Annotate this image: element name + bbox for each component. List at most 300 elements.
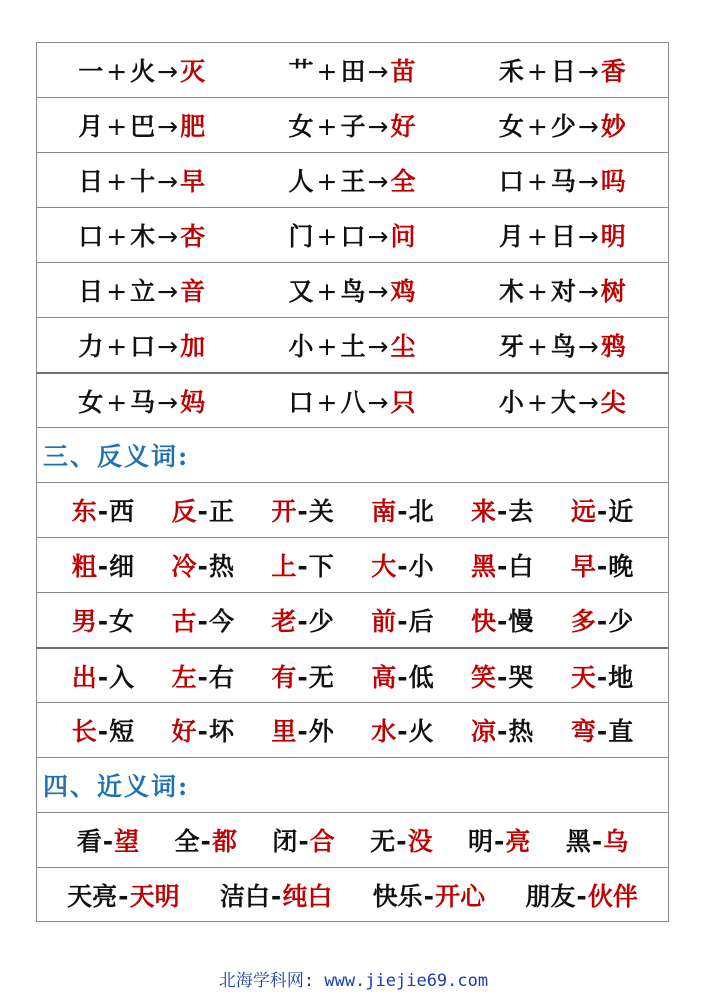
arrow-icon: → [157,57,180,86]
dash-separator: - [397,662,408,692]
antonym-first: 出 [71,662,97,692]
synonym-first: 洁白 [219,881,270,911]
antonym-pair [172,547,234,583]
component-left: 门 [288,222,315,251]
component-right: 马 [550,167,577,196]
antonym-first: 好 [171,717,197,746]
dash-separator: - [297,607,308,636]
formula-cell [458,383,668,419]
antonym-first: 古 [171,607,197,636]
antonym-second: 热 [208,552,234,581]
formula-row [36,317,669,372]
component-left: 口 [288,387,315,417]
dash-separator: - [97,717,109,746]
antonym-first: 凉 [471,717,497,746]
dash-separator: - [497,717,508,746]
dash-separator: - [200,827,211,856]
component-left: 牙 [498,332,525,361]
component-right: 田 [340,57,367,86]
antonym-second: 短 [109,717,135,746]
synonym-pair [272,822,334,858]
dash-separator: - [97,552,109,581]
component-right: 马 [130,387,157,417]
result-character: 吗 [600,167,627,196]
antonym-pair [72,658,134,694]
dash-separator: - [596,497,608,526]
dash-separator: - [494,827,505,856]
antonym-second: 细 [109,552,135,581]
antonym-first: 有 [271,662,297,692]
formula-cell [247,272,457,308]
dash-separator: - [270,881,282,911]
result-character: 早 [180,167,207,196]
plus-sign: + [316,57,339,86]
formula-cell [247,107,457,143]
plus-sign: + [106,222,129,251]
antonym-second: 无 [308,662,334,692]
synonym-second: 开心 [435,881,486,911]
antonym-second: 后 [408,607,434,636]
plus-sign: + [526,387,549,417]
antonym-pair [471,602,533,638]
dash-separator: - [497,662,508,692]
antonym-first: 左 [171,662,197,692]
dash-separator: - [102,827,114,856]
antonym-pair [371,547,433,583]
dash-separator: - [197,552,208,581]
antonym-row [36,537,669,592]
antonym-first: 男 [71,607,97,636]
dash-separator: - [97,662,109,692]
synonym-first: 天亮 [67,881,118,911]
antonym-pair [571,712,633,748]
antonym-pair [172,712,234,748]
dash-separator: - [297,662,308,692]
component-left: 日 [78,277,105,306]
section-heading-synonyms [36,757,669,812]
antonym-second: 北 [408,497,434,526]
dash-separator: - [497,552,508,581]
antonym-second: 低 [408,662,434,692]
antonym-pair [271,658,333,694]
formula-cell [458,327,668,363]
component-right: 口 [130,332,157,361]
formula-cell [37,107,247,143]
formula-cell [247,52,457,88]
synonym-second: 乌 [603,827,629,856]
formula-cell [458,272,668,308]
formula-cell [247,162,457,198]
antonym-pair [571,658,633,694]
antonym-second: 少 [608,607,634,636]
component-left: 艹 [288,57,315,86]
component-left: 人 [288,167,315,196]
antonym-second: 热 [508,717,534,746]
arrow-icon: → [367,332,390,361]
component-left: 女 [288,112,315,141]
antonym-pair [271,492,333,528]
formula-row [36,42,669,97]
synonym-row [36,867,669,922]
synonym-pair [175,822,237,858]
antonym-first: 笑 [471,662,497,692]
formula-cell [37,383,247,419]
component-right: 日 [550,57,577,86]
antonym-first: 快 [471,607,497,636]
dash-separator: - [591,827,603,856]
antonym-first: 天 [570,662,596,692]
plus-sign: + [526,332,549,361]
antonym-second: 地 [608,662,634,692]
plus-sign: + [316,277,339,306]
antonym-pair [172,492,234,528]
antonym-first: 远 [570,497,596,526]
component-right: 少 [550,112,577,141]
component-right: 土 [340,332,367,361]
formula-cell [458,52,668,88]
antonym-pair [471,712,533,748]
formula-cell [37,327,247,363]
antonym-first: 上 [271,552,297,581]
synonym-second: 天明 [129,881,180,911]
antonym-first: 弯 [570,717,596,746]
formula-cell [247,327,457,363]
synonym-pair [77,822,139,858]
antonym-second: 西 [109,497,135,526]
component-left: 小 [288,332,315,361]
synonym-second: 合 [309,827,335,856]
antonym-pair [72,712,134,748]
synonym-first: 快乐 [372,881,423,911]
antonym-first: 多 [570,607,596,636]
arrow-icon: → [367,222,390,251]
dash-separator: - [423,881,435,911]
formula-cell [247,217,457,253]
antonym-pair [571,602,633,638]
antonym-pair [571,547,633,583]
result-character: 全 [390,167,417,196]
antonym-second: 入 [109,662,135,692]
formula-cell [37,52,247,88]
antonym-pair [271,547,333,583]
plus-sign: + [106,112,129,141]
component-left: 一 [78,57,105,86]
component-right: 鸟 [340,277,367,306]
antonym-second: 女 [109,607,135,636]
component-right: 立 [130,277,157,306]
antonym-second: 关 [308,497,334,526]
dash-separator: - [596,662,608,692]
arrow-icon: → [577,112,600,141]
result-character: 鸡 [390,277,417,306]
plus-sign: + [526,222,549,251]
dash-separator: - [97,497,109,526]
synonym-second: 亮 [505,827,531,856]
component-left: 口 [78,222,105,251]
dash-separator: - [397,552,408,581]
formula-row [36,152,669,207]
antonym-pair [271,712,333,748]
arrow-icon: → [157,167,180,196]
antonym-row [36,592,669,647]
component-left: 力 [78,332,105,361]
antonym-second: 下 [308,552,334,581]
component-right: 十 [130,167,157,196]
antonym-pair [172,602,234,638]
antonym-second: 今 [208,607,234,636]
antonym-first: 老 [271,607,297,636]
arrow-icon: → [367,167,390,196]
antonym-second: 晚 [608,552,634,581]
section-title: 四、近义词: [43,772,190,801]
component-left: 小 [498,387,525,417]
antonym-pair [471,658,533,694]
arrow-icon: → [157,332,180,361]
arrow-icon: → [157,112,180,141]
dash-separator: - [596,607,608,636]
component-left: 木 [498,277,525,306]
dash-separator: - [497,607,508,636]
result-character: 加 [180,332,207,361]
component-left: 日 [78,167,105,196]
result-character: 树 [600,277,627,306]
component-right: 口 [340,222,367,251]
result-character: 明 [600,222,627,251]
formula-cell [458,162,668,198]
component-right: 大 [550,387,577,417]
antonym-pair [371,658,433,694]
result-character: 尖 [600,387,627,417]
component-right: 对 [550,277,577,306]
antonym-second: 白 [508,552,534,581]
antonym-second: 右 [208,662,234,692]
component-right: 八 [340,387,367,417]
plus-sign: + [316,112,339,141]
dash-separator: - [396,827,407,856]
component-left: 女 [498,112,525,141]
dash-separator: - [197,607,208,636]
dash-separator: - [497,497,508,526]
plus-sign: + [106,57,129,86]
arrow-icon: → [367,277,390,306]
synonym-pair [220,877,332,913]
formula-row [36,207,669,262]
component-right: 王 [340,167,367,196]
antonym-second: 火 [408,717,434,746]
antonym-second: 少 [308,607,334,636]
dash-separator: - [397,717,408,746]
component-left: 又 [288,277,315,306]
arrow-icon: → [367,57,390,86]
antonym-second: 外 [308,717,334,746]
antonym-second: 直 [608,717,634,746]
antonym-second: 慢 [508,607,534,636]
antonym-first: 黑 [471,552,497,581]
antonym-row [36,702,669,757]
result-character: 音 [180,277,207,306]
arrow-icon: → [577,277,600,306]
component-left: 口 [498,167,525,196]
synonym-second: 望 [114,827,140,856]
antonym-pair [371,492,433,528]
plus-sign: + [526,112,549,141]
result-character: 鸦 [600,332,627,361]
formula-cell [37,217,247,253]
dash-separator: - [297,497,308,526]
synonym-row [36,812,669,867]
synonym-first: 朋友 [525,881,576,911]
plus-sign: + [106,277,129,306]
section-title: 三、反义词: [43,442,190,471]
antonym-second: 哭 [508,662,534,692]
arrow-icon: → [367,387,390,417]
antonym-first: 前 [371,607,397,636]
antonym-first: 冷 [171,552,197,581]
result-character: 香 [600,57,627,86]
plus-sign: + [526,167,549,196]
worksheet-table [36,42,669,922]
antonym-pair [371,712,433,748]
synonym-first: 黑 [565,827,591,856]
plus-sign: + [106,387,129,417]
result-character: 妈 [180,387,207,417]
antonym-pair [72,602,134,638]
formula-row [36,372,669,427]
component-left: 月 [78,112,105,141]
antonym-row [36,482,669,537]
formula-row [36,262,669,317]
section-heading-antonyms [36,427,669,482]
antonym-first: 粗 [71,552,97,581]
arrow-icon: → [157,387,180,417]
arrow-icon: → [577,387,600,417]
dash-separator: - [97,607,109,636]
arrow-icon: → [577,167,600,196]
result-character: 问 [390,222,417,251]
antonym-pair [471,492,533,528]
synonym-second: 没 [407,827,433,856]
dash-separator: - [197,717,208,746]
arrow-icon: → [157,222,180,251]
plus-sign: + [106,332,129,361]
component-left: 月 [498,222,525,251]
antonym-first: 开 [271,497,297,526]
dash-separator: - [397,607,408,636]
antonym-pair [271,602,333,638]
component-right: 木 [130,222,157,251]
dash-separator: - [197,497,208,526]
antonym-first: 水 [371,717,397,746]
antonym-first: 长 [71,717,97,746]
component-left: 女 [78,387,105,417]
dash-separator: - [576,881,587,911]
antonym-first: 东 [71,497,97,526]
antonym-pair [371,602,433,638]
result-character: 杏 [180,222,207,251]
antonym-pair [471,547,533,583]
antonym-second: 小 [408,552,434,581]
synonym-pair [525,877,637,913]
synonym-first: 无 [370,827,396,856]
result-character: 好 [390,112,417,141]
synonym-first: 闭 [272,827,298,856]
arrow-icon: → [367,112,390,141]
antonym-second: 正 [208,497,234,526]
component-right: 子 [340,112,367,141]
component-right: 鸟 [550,332,577,361]
result-character: 只 [390,387,417,417]
result-character: 肥 [180,112,207,141]
synonym-first: 明 [468,827,494,856]
arrow-icon: → [157,277,180,306]
antonym-second: 去 [508,497,534,526]
antonym-pair [172,658,234,694]
plus-sign: + [316,167,339,196]
synonym-pair [373,877,485,913]
antonym-first: 里 [271,717,297,746]
dash-separator: - [596,717,608,746]
antonym-pair [72,547,134,583]
antonym-second: 近 [608,497,634,526]
synonym-second: 伙伴 [587,881,638,911]
antonym-second: 坏 [208,717,234,746]
dash-separator: - [297,552,308,581]
dash-separator: - [298,827,309,856]
dash-separator: - [297,717,308,746]
antonym-first: 早 [570,552,596,581]
dash-separator: - [197,662,208,692]
antonym-first: 南 [371,497,397,526]
plus-sign: + [316,387,339,417]
synonym-pair [468,822,530,858]
arrow-icon: → [577,57,600,86]
synonym-pair [370,822,432,858]
component-right: 火 [130,57,157,86]
formula-cell [247,383,457,419]
formula-cell [37,272,247,308]
plus-sign: + [316,222,339,251]
dash-separator: - [596,552,608,581]
component-right: 巴 [130,112,157,141]
antonym-row [36,647,669,702]
dash-separator: - [118,881,129,911]
synonym-second: 都 [211,827,237,856]
dash-separator: - [397,497,408,526]
result-character: 灭 [180,57,207,86]
component-right: 日 [550,222,577,251]
footer-watermark: 北海学科网: www.jiejie69.com [218,971,489,991]
synonym-second: 纯白 [282,881,333,911]
antonym-first: 大 [371,552,397,581]
result-character: 尘 [390,332,417,361]
arrow-icon: → [577,332,600,361]
synonym-pair [67,877,179,913]
formula-cell [458,217,668,253]
plus-sign: + [526,57,549,86]
antonym-pair [72,492,134,528]
formula-row [36,97,669,152]
result-character: 妙 [600,112,627,141]
formula-cell [37,162,247,198]
antonym-first: 反 [171,497,197,526]
synonym-first: 全 [174,827,200,856]
arrow-icon: → [577,222,600,251]
formula-cell [458,107,668,143]
antonym-pair [571,492,633,528]
synonym-first: 看 [76,827,102,856]
plus-sign: + [526,277,549,306]
synonym-pair [566,822,628,858]
